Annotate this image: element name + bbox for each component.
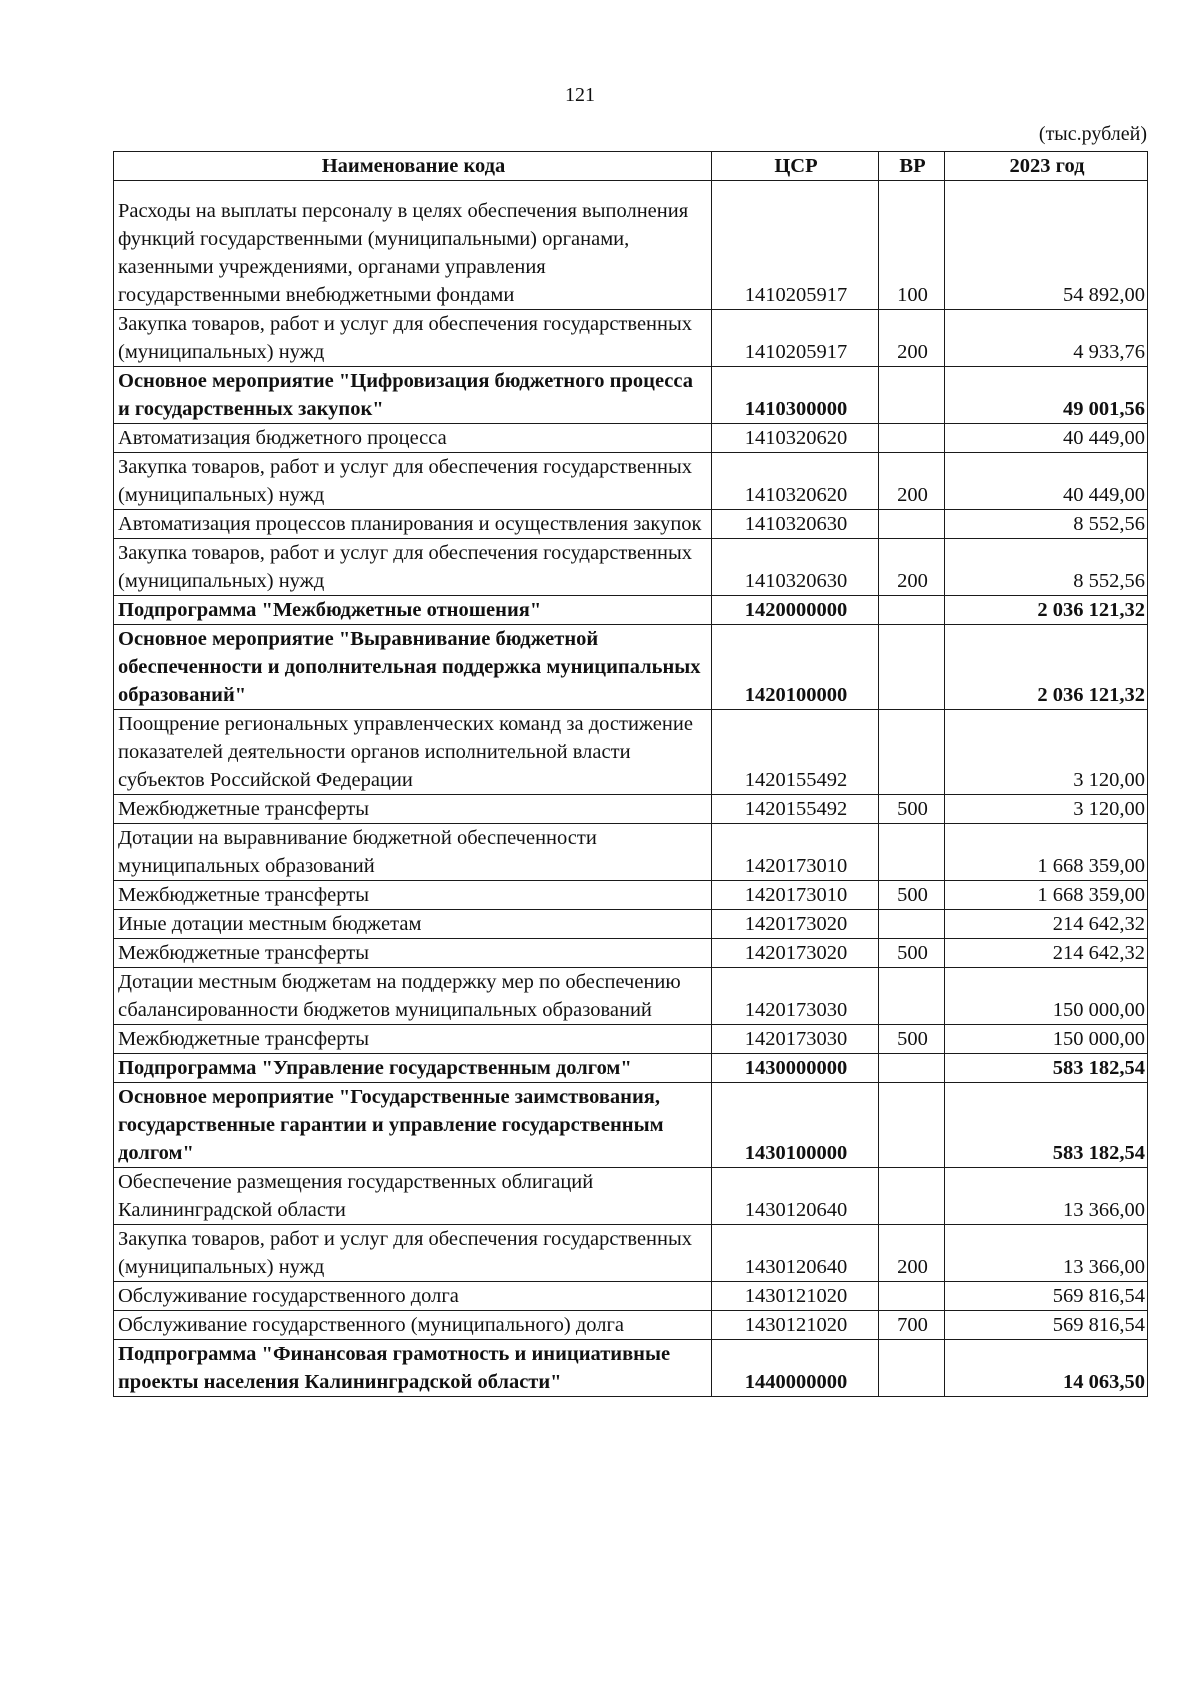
cell-vr: 700 xyxy=(879,1311,945,1340)
cell-name: Закупка товаров, работ и услуг для обеспечения государственных (муниципальных) нужд xyxy=(114,310,712,367)
table-body xyxy=(114,181,1148,1397)
table-row xyxy=(114,795,1148,824)
table-row xyxy=(114,539,1148,596)
cell-sum: 150 000,00 xyxy=(945,1025,1148,1054)
cell-csr: 1420155492 xyxy=(712,795,879,824)
cell-csr: 1410320620 xyxy=(712,453,879,510)
cell-name: Обслуживание государственного (муниципального) долга xyxy=(114,1311,712,1340)
cell-sum: 40 449,00 xyxy=(945,424,1148,453)
cell-sum: 569 816,54 xyxy=(945,1311,1148,1340)
cell-vr xyxy=(879,710,945,795)
cell-sum: 13 366,00 xyxy=(945,1225,1148,1282)
table-row xyxy=(114,939,1148,968)
cell-csr: 1410300000 xyxy=(712,367,879,424)
table-row xyxy=(114,453,1148,510)
cell-name: Автоматизация бюджетного процесса xyxy=(114,424,712,453)
table-header-row xyxy=(114,152,1148,181)
table-row xyxy=(114,367,1148,424)
cell-csr: 1420173020 xyxy=(712,939,879,968)
table-row xyxy=(114,1340,1148,1397)
cell-sum: 54 892,00 xyxy=(945,181,1148,310)
cell-csr: 1410320630 xyxy=(712,539,879,596)
cell-sum: 2 036 121,32 xyxy=(945,596,1148,625)
cell-csr: 1420173010 xyxy=(712,881,879,910)
cell-vr xyxy=(879,1282,945,1311)
budget-table xyxy=(113,151,1148,1397)
cell-csr: 1430100000 xyxy=(712,1083,879,1168)
cell-name: Межбюджетные трансферты xyxy=(114,795,712,824)
cell-vr xyxy=(879,1340,945,1397)
table-row xyxy=(114,1225,1148,1282)
cell-sum: 3 120,00 xyxy=(945,710,1148,795)
cell-sum: 4 933,76 xyxy=(945,310,1148,367)
cell-vr: 200 xyxy=(879,1225,945,1282)
cell-vr xyxy=(879,510,945,539)
cell-name: Основное мероприятие "Государственные заимствования, государственные гарантии и управление государственным долгом" xyxy=(114,1083,712,1168)
column-header-csr: ЦСР xyxy=(712,152,879,181)
cell-csr: 1420100000 xyxy=(712,625,879,710)
cell-sum: 40 449,00 xyxy=(945,453,1148,510)
cell-name: Закупка товаров, работ и услуг для обеспечения государственных (муниципальных) нужд xyxy=(114,453,712,510)
cell-name: Поощрение региональных управленческих команд за достижение показателей деятельности органов исполнительной власти субъектов Российской Федерации xyxy=(114,710,712,795)
cell-name: Закупка товаров, работ и услуг для обеспечения государственных (муниципальных) нужд xyxy=(114,539,712,596)
table-row xyxy=(114,625,1148,710)
cell-name: Межбюджетные трансферты xyxy=(114,1025,712,1054)
cell-vr: 200 xyxy=(879,453,945,510)
cell-name: Межбюджетные трансферты xyxy=(114,939,712,968)
cell-csr: 1410320620 xyxy=(712,424,879,453)
table-row xyxy=(114,1311,1148,1340)
cell-name: Подпрограмма "Межбюджетные отношения" xyxy=(114,596,712,625)
cell-csr: 1420173020 xyxy=(712,910,879,939)
cell-sum: 3 120,00 xyxy=(945,795,1148,824)
cell-sum: 583 182,54 xyxy=(945,1054,1148,1083)
cell-sum: 14 063,50 xyxy=(945,1340,1148,1397)
table-row xyxy=(114,824,1148,881)
cell-vr: 500 xyxy=(879,1025,945,1054)
table-row xyxy=(114,1083,1148,1168)
table-row xyxy=(114,1054,1148,1083)
table-row xyxy=(114,424,1148,453)
cell-sum: 2 036 121,32 xyxy=(945,625,1148,710)
cell-csr: 1430120640 xyxy=(712,1225,879,1282)
cell-vr: 500 xyxy=(879,881,945,910)
cell-csr: 1420155492 xyxy=(712,710,879,795)
table-row xyxy=(114,596,1148,625)
cell-vr: 200 xyxy=(879,539,945,596)
cell-vr: 200 xyxy=(879,310,945,367)
cell-sum: 150 000,00 xyxy=(945,968,1148,1025)
cell-name: Основное мероприятие "Цифровизация бюджетного процесса и государственных закупок" xyxy=(114,367,712,424)
cell-csr: 1440000000 xyxy=(712,1340,879,1397)
cell-sum: 1 668 359,00 xyxy=(945,824,1148,881)
table-row xyxy=(114,310,1148,367)
cell-sum: 13 366,00 xyxy=(945,1168,1148,1225)
cell-vr xyxy=(879,1083,945,1168)
cell-name: Дотации на выравнивание бюджетной обеспеченности муниципальных образований xyxy=(114,824,712,881)
cell-vr xyxy=(879,1054,945,1083)
cell-name: Закупка товаров, работ и услуг для обеспечения государственных (муниципальных) нужд xyxy=(114,1225,712,1282)
cell-vr xyxy=(879,910,945,939)
cell-name: Подпрограмма "Финансовая грамотность и инициативные проекты населения Калининградской области" xyxy=(114,1340,712,1397)
table-row xyxy=(114,1282,1148,1311)
cell-name: Автоматизация процессов планирования и осуществления закупок xyxy=(114,510,712,539)
table-row xyxy=(114,968,1148,1025)
table-row xyxy=(114,1168,1148,1225)
cell-sum: 569 816,54 xyxy=(945,1282,1148,1311)
cell-name: Иные дотации местным бюджетам xyxy=(114,910,712,939)
cell-sum: 214 642,32 xyxy=(945,910,1148,939)
cell-csr: 1430121020 xyxy=(712,1282,879,1311)
cell-sum: 8 552,56 xyxy=(945,510,1148,539)
page-number: 121 xyxy=(565,84,595,106)
cell-sum: 49 001,56 xyxy=(945,367,1148,424)
column-header-name: Наименование кода xyxy=(114,152,712,181)
cell-csr: 1430120640 xyxy=(712,1168,879,1225)
cell-vr: 500 xyxy=(879,939,945,968)
cell-name: Основное мероприятие "Выравнивание бюджетной обеспеченности и дополнительная поддержка муниципальных образований" xyxy=(114,625,712,710)
cell-name: Обслуживание государственного долга xyxy=(114,1282,712,1311)
cell-vr xyxy=(879,625,945,710)
table-row xyxy=(114,510,1148,539)
cell-sum: 1 668 359,00 xyxy=(945,881,1148,910)
cell-sum: 214 642,32 xyxy=(945,939,1148,968)
cell-vr xyxy=(879,824,945,881)
cell-csr: 1420173030 xyxy=(712,1025,879,1054)
cell-csr: 1410205917 xyxy=(712,310,879,367)
cell-vr: 100 xyxy=(879,181,945,310)
table-row xyxy=(114,710,1148,795)
cell-csr: 1420000000 xyxy=(712,596,879,625)
cell-vr xyxy=(879,367,945,424)
table-row xyxy=(114,181,1148,310)
cell-name: Межбюджетные трансферты xyxy=(114,881,712,910)
cell-name: Подпрограмма "Управление государственным долгом" xyxy=(114,1054,712,1083)
cell-vr: 500 xyxy=(879,795,945,824)
units-label: (тыс.рублей) xyxy=(1038,123,1147,145)
cell-name: Расходы на выплаты персоналу в целях обеспечения выполнения функций государственными (муниципальными) органами, казенными учреждениями, органами управления государственными внебюджетными фондами xyxy=(114,181,712,310)
cell-vr xyxy=(879,968,945,1025)
cell-name: Дотации местным бюджетам на поддержку мер по обеспечению сбалансированности бюджетов муниципальных образований xyxy=(114,968,712,1025)
cell-csr: 1430121020 xyxy=(712,1311,879,1340)
table-row xyxy=(114,910,1148,939)
cell-csr: 1420173030 xyxy=(712,968,879,1025)
cell-vr xyxy=(879,1168,945,1225)
cell-csr: 1410320630 xyxy=(712,510,879,539)
cell-sum: 8 552,56 xyxy=(945,539,1148,596)
cell-vr xyxy=(879,596,945,625)
column-header-vr: ВР xyxy=(879,152,945,181)
column-header-sum: 2023 год xyxy=(945,152,1148,181)
table-row xyxy=(114,1025,1148,1054)
cell-name: Обеспечение размещения государственных облигаций Калининградской области xyxy=(114,1168,712,1225)
cell-csr: 1410205917 xyxy=(712,181,879,310)
cell-csr: 1430000000 xyxy=(712,1054,879,1083)
cell-vr xyxy=(879,424,945,453)
cell-csr: 1420173010 xyxy=(712,824,879,881)
table-row xyxy=(114,881,1148,910)
cell-sum: 583 182,54 xyxy=(945,1083,1148,1168)
